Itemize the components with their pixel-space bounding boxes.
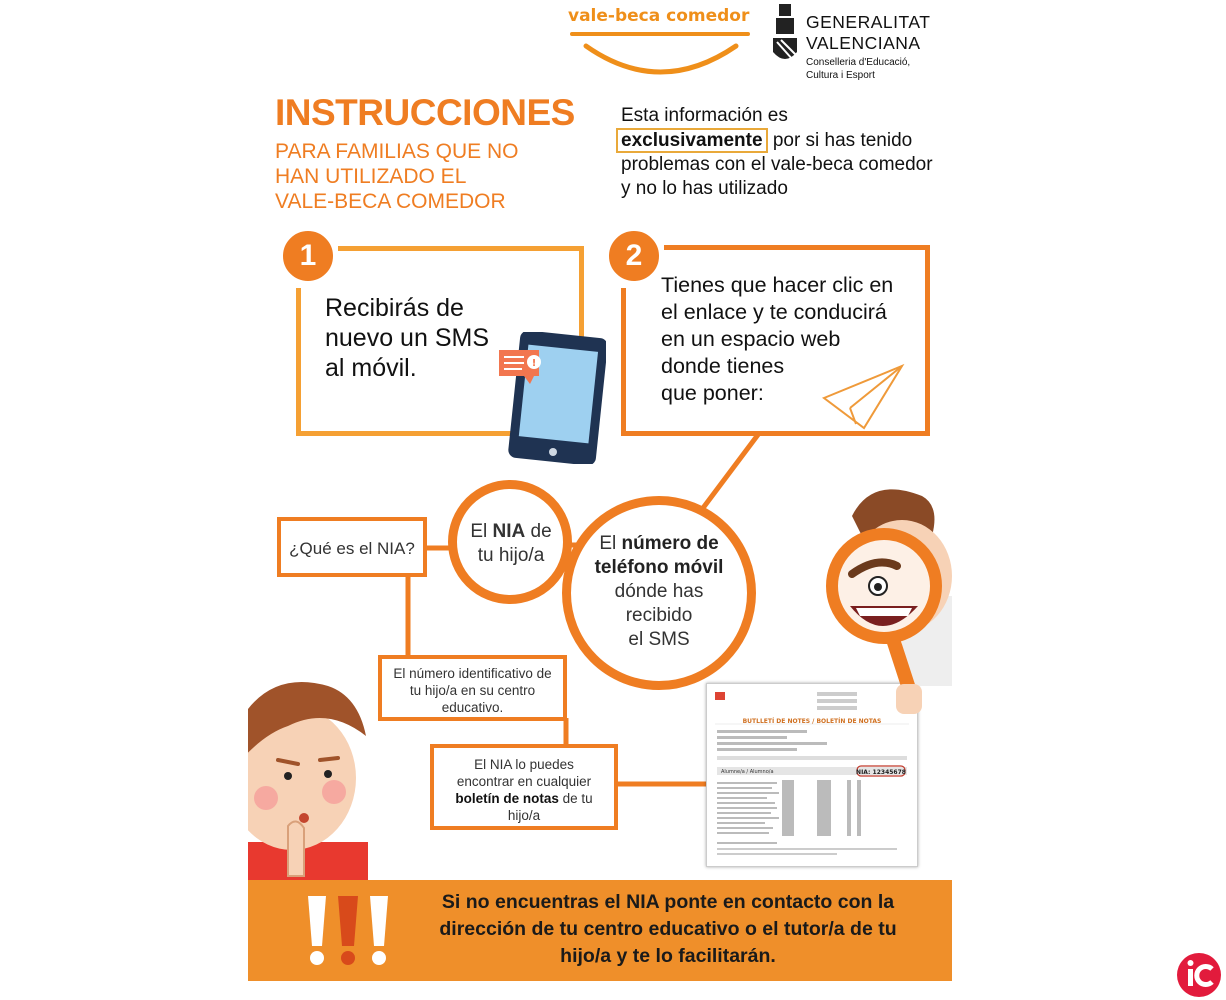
phone-circle-text: El número de teléfono móvil dónde has recibido el SMS [594, 533, 724, 650]
magnifying-man-illustration [822, 486, 952, 716]
step2-text: Tienes que hacer clic en el enlace y te conducirá en un espacio web donde tienes que poner: [661, 273, 894, 405]
corner-logo-icon [1176, 952, 1222, 998]
report-student-label: Alumne/a / Alumno/a [721, 769, 774, 775]
report-nia-label: NIA: 12345678 [856, 769, 906, 776]
mobile-phone-icon [494, 332, 606, 464]
vale-beca-logo-text: vale-beca comedor [568, 6, 750, 26]
svg-text:!: ! [531, 358, 537, 369]
info-text: Esta información es exclusivamente por si has tenido problemas con el vale-beca comedor y no lo has utilizado [621, 104, 941, 201]
highlight-word: exclusivamente [616, 128, 768, 153]
step2-number: 2 [604, 226, 664, 286]
nia-find-box: El NIA lo puedes encontrar en cualquier boletín de notas de tu hijo/a [430, 744, 618, 830]
contact-banner-text: Si no encuentras el NIA ponte en contacto con la dirección de tu centro educativo o el tutor/a de tu hijo/a y te lo facilitarán. [439, 891, 897, 967]
thinking-boy-illustration [248, 666, 368, 882]
step1-number: 1 [278, 226, 338, 286]
page-subtitle: PARA FAMILIAS QUE NO HAN UTILIZADO EL VALE-BECA COMEDOR [275, 140, 519, 213]
nia-definition-box: El número identificativo de tu hijo/a en su centro educativo. [378, 655, 567, 721]
nia-question-box: ¿Qué es el NIA? [277, 517, 427, 577]
org-name: GENERALITAT VALENCIANA [806, 12, 931, 53]
step1-text: Recibirás de nuevo un SMS al móvil. [325, 294, 489, 382]
report-heading: BUTLLETÍ DE NOTES / BOLETÍN DE NOTAS [742, 718, 882, 725]
dept-name: Conselleria d'Educació, Cultura i Esport [806, 57, 911, 81]
page-title: INSTRUCCIONES [275, 92, 575, 133]
exclamation-marks-icon [300, 892, 396, 970]
nia-circle-text: El NIA de tu hijo/a [470, 521, 552, 566]
paper-plane-icon [820, 362, 906, 430]
